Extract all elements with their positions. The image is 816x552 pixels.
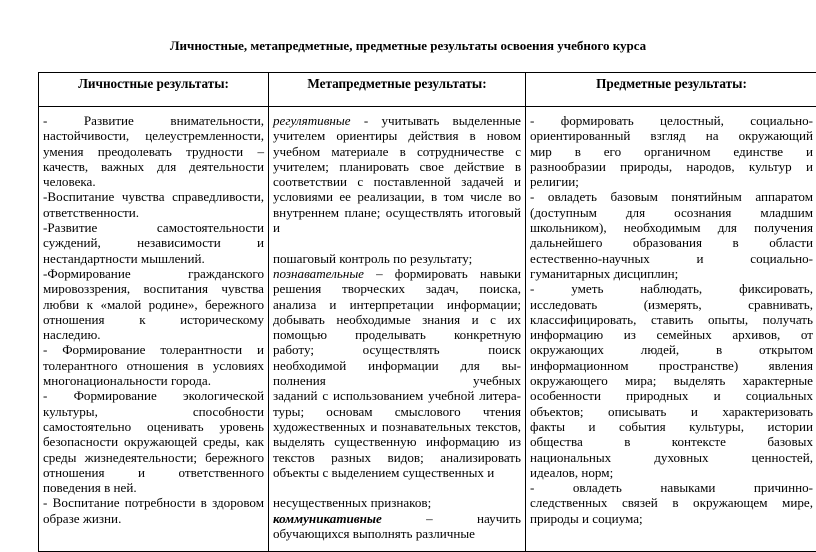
- personal-line: -Формирование гражданского: [43, 266, 264, 281]
- personal-item: [43, 220, 264, 266]
- subject-line: дальнейшего образования в области: [530, 235, 813, 250]
- spacer: [273, 480, 521, 495]
- regulative-line: условиями ее реализации, в том числе во: [273, 189, 521, 204]
- regulative-line: внутреннем плане; осуществлять итоговый: [273, 205, 521, 220]
- communicative-label: коммуникативные: [273, 511, 382, 526]
- subject-line: - овладеть навыками причинно-: [530, 480, 813, 495]
- cognitive-line: выделять существенную информацию из: [273, 434, 521, 449]
- personal-line: человека.: [43, 174, 264, 189]
- personal-line: многонациональности города.: [43, 373, 264, 388]
- subject-line: национальных духовных ценностей,: [530, 450, 813, 465]
- subject-line: природы и социума;: [530, 511, 813, 526]
- personal-line: культуры, способности: [43, 404, 264, 419]
- regulative-line: учителем; планировать свое действие в: [273, 159, 521, 174]
- communicative-line: обучающихся выполнять различные: [273, 526, 521, 541]
- subject-line: объектов; описывать и характеризовать: [530, 404, 813, 419]
- table-header-row: [39, 73, 816, 107]
- subject-line: исследовать (измерять, сравнивать,: [530, 297, 813, 312]
- cognitive-line: текстов разных видов; анализировать: [273, 450, 521, 465]
- cognitive-line: заданий с использованием учебной литера-: [273, 388, 521, 403]
- subject-item: [530, 189, 813, 281]
- header-meta: Метапредметные результаты:: [269, 73, 526, 107]
- subject-line: информацию из семейных архивов, от: [530, 327, 813, 342]
- subject-line: факты и события культуры, истории: [530, 419, 813, 434]
- subject-line: общества в контексте базовых: [530, 434, 813, 449]
- personal-line: -Воспитание чувства справедливости,: [43, 189, 264, 204]
- subject-line: школьником), необходимым для получения: [530, 220, 813, 235]
- cognitive-line: добывать необходимые знания и с их: [273, 312, 521, 327]
- subject-line: естественно-научных и социально-: [530, 251, 813, 266]
- subject-line: гуманитарных дисциплин;: [530, 266, 813, 281]
- cognitive-first-line: [273, 266, 521, 281]
- personal-line: суждений, независимости и: [43, 235, 264, 250]
- personal-line: наследию.: [43, 327, 264, 342]
- cognitive-line: туры; основам смыслового чтения: [273, 404, 521, 419]
- cognitive-label: познавательные: [273, 266, 364, 281]
- cognitive-after: несущественных признаков;: [273, 495, 521, 510]
- personal-line: поведения в ней.: [43, 480, 264, 495]
- cognitive-line: необходимой информации для вы-: [273, 358, 521, 373]
- personal-item: [43, 266, 264, 342]
- subject-line: разнообразии природы, народов, культур и: [530, 159, 813, 174]
- personal-item: [43, 388, 264, 495]
- subject-line: следственных связей в окружающем мире,: [530, 495, 813, 510]
- subject-item: [530, 281, 813, 480]
- personal-item: [43, 495, 264, 526]
- subject-line: религии;: [530, 174, 813, 189]
- personal-item: [43, 113, 264, 189]
- regulative-text: - учитывать выделенные: [351, 113, 521, 128]
- regulative-line: учебном материале в сотрудничестве с: [273, 144, 521, 159]
- subject-line: (доступным для осознания младшим: [530, 205, 813, 220]
- subject-line: классифицировать, ставить опыты, получать: [530, 312, 813, 327]
- personal-line: отношения и ответственного: [43, 465, 264, 480]
- personal-line: настойчивости, целеустремленности,: [43, 128, 264, 143]
- communicative-first-line: [273, 511, 521, 526]
- personal-results-cell: [39, 107, 269, 552]
- page-title: Личностные, метапредметные, предметные результаты освоения учебного курса: [0, 38, 816, 54]
- subject-line: информационном пространстве) явления: [530, 358, 813, 373]
- regulative-first-line: [273, 113, 521, 128]
- subject-line: окружающего мира; выделять характерные: [530, 373, 813, 388]
- meta-results-cell: [269, 107, 526, 552]
- personal-line: любви к «малой родине», бережного: [43, 297, 264, 312]
- personal-line: качеств, важных для деятельности: [43, 159, 264, 174]
- header-subject: Предметные результаты:: [526, 73, 816, 107]
- cognitive-line: помощью проделывать конкретную: [273, 327, 521, 342]
- subject-line: идеалов, норм;: [530, 465, 813, 480]
- personal-line: толерантного отношения в условиях: [43, 358, 264, 373]
- communicative-text: – научить: [382, 511, 521, 526]
- personal-line: -Развитие самостоятельности: [43, 220, 264, 235]
- personal-item: [43, 189, 264, 220]
- subject-line: мир в его органичном единстве и: [530, 144, 813, 159]
- personal-line: безопасности окружающей среды, как: [43, 434, 264, 449]
- regulative-label: регулятивные: [273, 113, 351, 128]
- personal-line: нестандартности мышлений.: [43, 251, 264, 266]
- regulative-line: учителем ориентиры действия в новом: [273, 128, 521, 143]
- personal-line: - Формирование экологической: [43, 388, 264, 403]
- cognitive-line: художественных и познавательных текстов,: [273, 419, 521, 434]
- cognitive-text: – формировать навыки: [364, 266, 521, 281]
- personal-line: ответственности.: [43, 205, 264, 220]
- personal-line: мировоззрения, воспитания чувства: [43, 281, 264, 296]
- personal-line: отношения к историческому: [43, 312, 264, 327]
- subject-line: - уметь наблюдать, фиксировать,: [530, 281, 813, 296]
- regulative-line: и: [273, 220, 521, 235]
- personal-line: - Воспитание потребности в здоровом: [43, 495, 264, 510]
- header-personal: Личностные результаты:: [39, 73, 269, 107]
- personal-line: - Формирование толерантности и: [43, 342, 264, 357]
- cognitive-line: решения творческих задач, поиска,: [273, 281, 521, 296]
- spacer: [273, 235, 521, 250]
- personal-item: [43, 342, 264, 388]
- results-table: [38, 72, 816, 552]
- table-row: [39, 107, 816, 552]
- personal-line: образе жизни.: [43, 511, 264, 526]
- personal-line: среды жизнедеятельности; бережного: [43, 450, 264, 465]
- personal-line: - Развитие внимательности,: [43, 113, 264, 128]
- subject-line: ориентированный взгляд на окружающий: [530, 128, 813, 143]
- cognitive-line: анализа и интерпретации информации;: [273, 297, 521, 312]
- subject-item: [530, 480, 813, 526]
- regulative-after: пошаговый контроль по результату;: [273, 251, 521, 266]
- subject-item: [530, 113, 813, 189]
- personal-line: самостоятельно оценивать уровень: [43, 419, 264, 434]
- subject-line: - формировать целостный, социально-: [530, 113, 813, 128]
- subject-line: особенности природных и социальных: [530, 388, 813, 403]
- subject-line: - овладеть базовым понятийным аппаратом: [530, 189, 813, 204]
- cognitive-line: объекты с выделением существенных и: [273, 465, 521, 480]
- cognitive-line: полнения учебных: [273, 373, 521, 388]
- personal-line: умения преодолевать трудности –: [43, 144, 264, 159]
- regulative-line: соответствии с поставленной задачей и: [273, 174, 521, 189]
- subject-line: окружающих людей, в открытом: [530, 342, 813, 357]
- subject-results-cell: [526, 107, 816, 552]
- cognitive-line: работу; осуществлять поиск: [273, 342, 521, 357]
